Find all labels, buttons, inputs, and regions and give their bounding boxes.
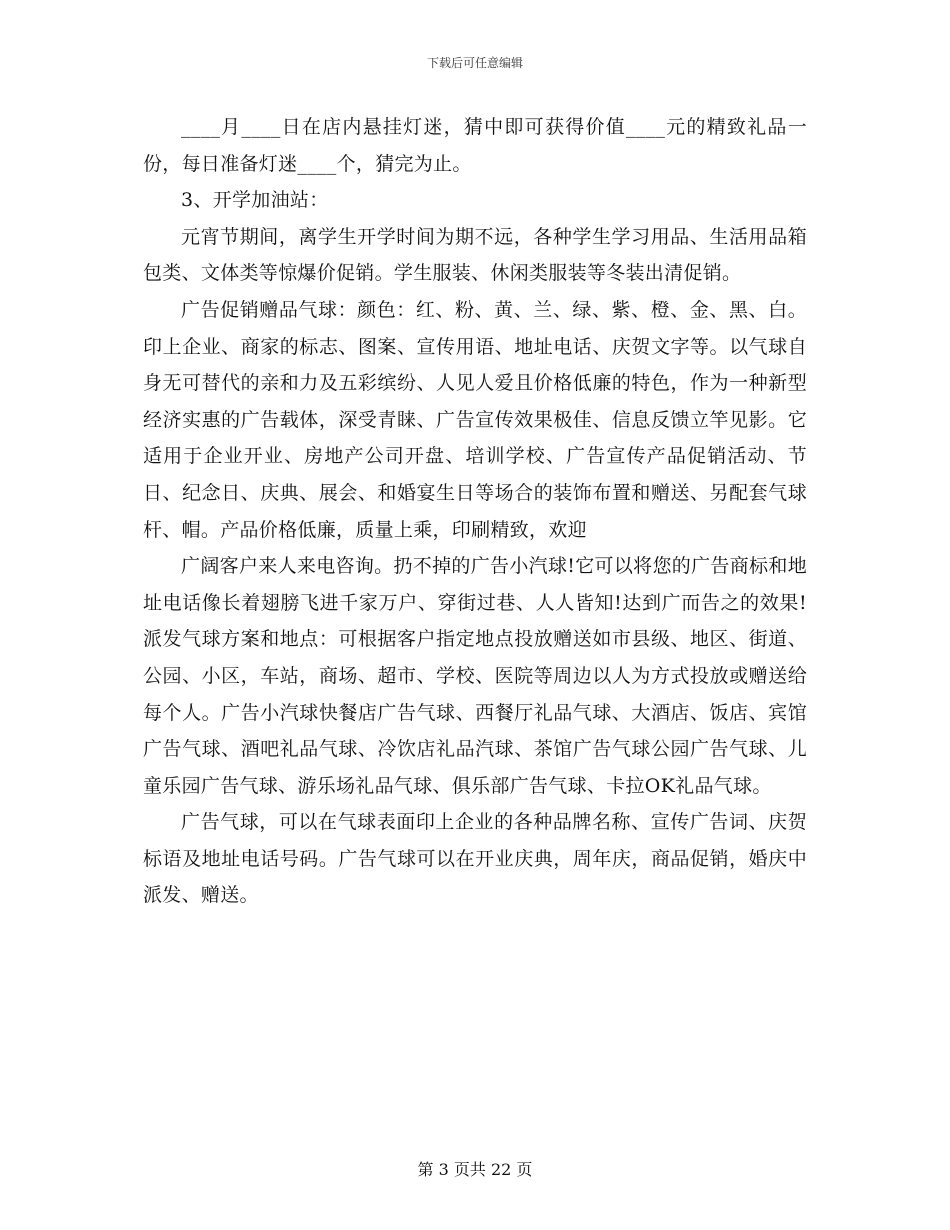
page-header: 下载后可任意编辑 xyxy=(426,56,523,70)
paragraph-advertising-balloons: 广告气球，可以在气球表面印上企业的各种品牌名称、宣传广告词、庆贺标语及地址电话号码。广告气球可以在开业庆典，周年庆，商品促销，婚庆中派发、赠送。 xyxy=(143,811,807,907)
paragraph-customer-consulting: 广阔客户来人来电咨询。扔不掉的广告小汽球!它可以将您的广告商标和地址电话像长着翅膀飞进千家万户、穿街过巷、人人皆知!达到广而告之的效果!派发气球方案和地点：可根据客户指定地点投放赠送如市县级、地区、街道、公园、小区，车站，商场、超市、学校、医院等周边以人为方式投放或赠送给每个人。广告小汽球快餐店广告气球、西餐厅礼品气球、大酒店、饭店、宾馆广告气球、酒吧礼品气球、冷饮店礼品汽球、茶馆广告气球公园广告气球、儿童乐园广告气球、游乐场礼品气球、俱乐部广告气球、卡拉OK礼品气球。 xyxy=(143,555,807,797)
paragraph-lantern-riddles: ____月____日在店内悬挂灯迷，猜中即可获得价值____元的精致礼品一份，每日准备灯迷____个，猜完为止。 xyxy=(143,116,807,175)
paragraph-school-promotion: 元宵节期间，离学生开学时间为期不远，各种学生学习用品、生活用品箱包类、文体类等惊爆价促销。学生服装、休闲类服装等冬装出清促销。 xyxy=(143,225,807,285)
document-body xyxy=(143,109,807,914)
paragraph-balloon-gifts: 广告促销赠品气球：颜色：红、粉、黄、兰、绿、紫、橙、金、黑、白。印上企业、商家的标志、图案、宣传用语、地址电话、庆贺文字等。以气球自身无可替代的亲和力及五彩缤纷、人见人爱且价格低廉的特色，作为一种新型经济实惠的广告载体，深受青睐、广告宣传效果极佳、信息反馈立竿见影。它适用于企业开业、房地产公司开盘、培训学校、广告宣传产品促销活动、节日、纪念日、庆典、展会、和婚宴生日等场合的装饰布置和赠送、另配套气球杆、帽。产品价格低廉，质量上乘，印刷精致，欢迎 xyxy=(143,298,807,541)
page-number: 第 3 页共 22 页 xyxy=(417,1160,533,1179)
paragraph-heading-school-station: 3、开学加油站： xyxy=(181,189,329,212)
